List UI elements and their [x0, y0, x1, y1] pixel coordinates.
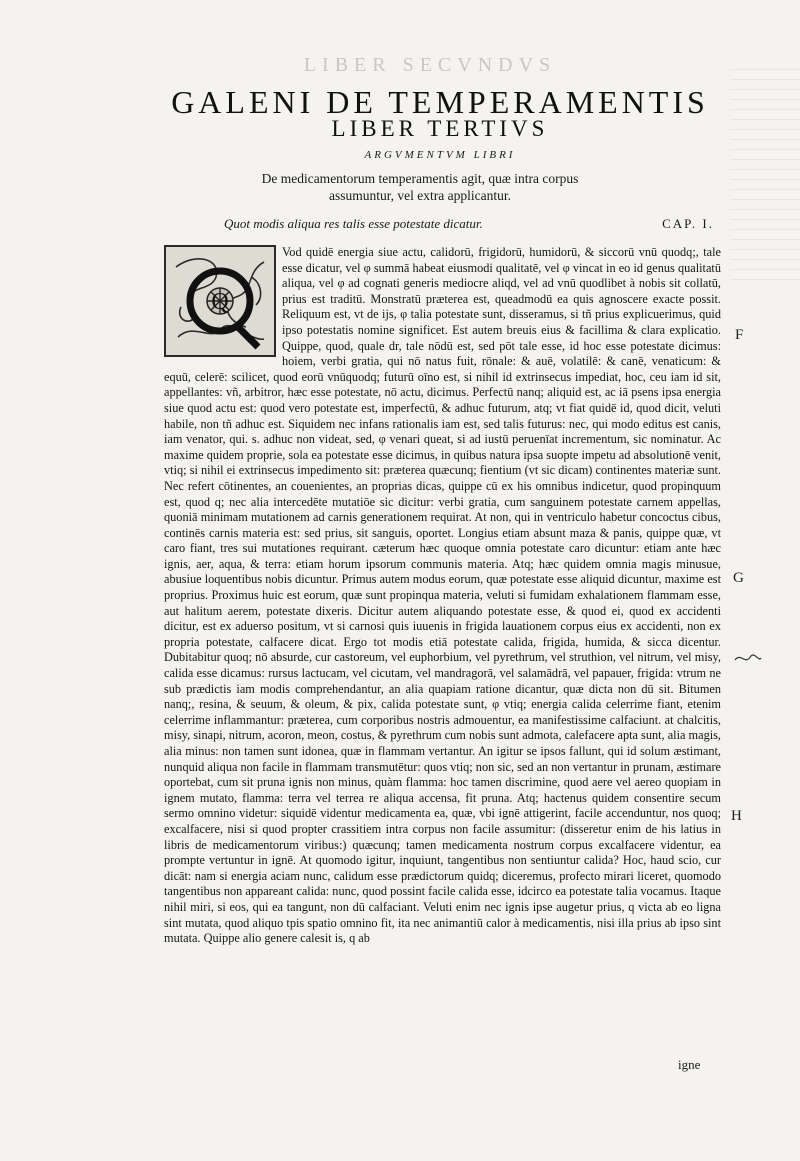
body-text: [164, 245, 721, 947]
dropcap-space: [164, 245, 282, 357]
catchword: igne: [678, 1057, 701, 1072]
margin-letter-f: F: [735, 327, 744, 343]
argument-text: De medicamentorum temperamentis agit, quæ intra corpus assumuntur, vel extra applicantur.: [261, 171, 579, 203]
bleed-through-margin: [730, 60, 800, 280]
bleed-through-text: LIBER SECVNDVS: [303, 54, 557, 76]
chapter-line: [224, 216, 714, 236]
book-subtitle: LIBER TERTIVS: [331, 116, 549, 141]
page-title: GALENI DE TEMPERAMENTIS: [171, 84, 709, 120]
margin-letter-g: G: [733, 570, 744, 586]
argument-heading: ARGVMENTVM LIBRI: [364, 149, 516, 161]
initial-letter: Q: [211, 289, 229, 315]
margin-letter-h: H: [731, 808, 742, 824]
handwritten-note-icon: [733, 650, 763, 668]
chapter-question: Quot modis aliqua res talis esse potestate dicatur.: [224, 216, 483, 231]
chapter-label: CAP. I.: [662, 216, 714, 231]
body-paragraph: Vod quidē energia siue actu, calidorū, frigidorū, humidorū, & siccorū vnū quodq;, tale esse dicatur, vel φ summā habeat eiusmodi qualitatē, vel φ vincat in eo id genus qualitatū aliqua, vel φ ad cognati generis mediocre aliqd, vel ad vnū quodlibet à nobis sit collatū, prius est traditū. Monstratū præterea est, queadmodū ea quis agnoscere exacte possit. Reliquum est, vt de ijs, φ talia potestate sunt, disseramus, si tñ prius explicuerimus, quid ipso potestatis nomine significet. Est autem breuis eius & facillima & clara explicatio. Quippe, quod, quale dr, tale nōdū est, sed pōt tale esse, id hoc esse potestate dicimus: hoiem, verbi gratia, qui nō natus fuit, rōnale: & auē, volatilē: & canē, venaticum: & equū, celerē: scilicet, quod eorū vnūquodq; futurū oīno est, si nihil id extrinsecus impediat, hoc, ceu iam id sit, appellantes: vñ, arbitror, hæc esse potestate, nō actu, dicimus. Perfectū nanq; aliquid est, ac iā psens ipsa energia siue quod actu est: quod vero potestate est, imperfectū, & adhuc futurum, atq; vt fiat quidē id, quod dicit, veluti habile, non tñ adhuc est. Siquidem nec infans rationalis iam est, sed talis futurus: nec, qui modo editus est canis, iam venator, qui. s. adhuc non videat, sed, φ venari queat, si ad iustū peruenīat incrementum, sic nominatur. Ac maxime quidem proprie, sola ea potestate esse dicimus, in quibus natura ipsa suopte impetu ad absolutionē venit, vtiq; si nihil ei extrinsecus impedimento sit: præterea quæcunq; fientium (vt sic dicam) continentes materiæ sunt. Nec refert cōtinentes, an couenientes, an proprias dicas, quippe cū ex his omnibus indicetur, quod propinquum est, quod q; nec alia intercedēte mutatiōe sic dicitur: verbi gratia, cum sanguinem potestate carnem appellas, quoniā minimam mutationem ad carnis generationem requirat. At non, qui in ventriculo habetur concoctus cibus, continēs carnis materia est: sed prius, sit sanguis, oportet. Longius etiam absunt maza & panis, quippe quæ, vt caro fiant, tres sui mutationes requirant. cæterum hæc quoque omnia potestate caro dicuntur: etiam ante hæc ignis, aer, aqua, & terra: etiam horum ipsorum communis materia. Atq; hæc quidem omnia magis minusue, abusiue loquentibus nobis dicuntur. Primus autem modus eorum, quæ potestate esse aliquid dicuntur, maxime est proprius. Proximus huic est eorum, quæ sunt propinqua materia, veluti si fumidam exhalationem flammam esse, aut halitum aerem, potestate dixeris. Dicitur autem aliquando potestate esse, & quod ei, quod ex accidenti dicitur, est ex aduerso positum, vt si carnosi quis iuuenis in frigida lauationem corpus eius ex accidenti, non ex propria potestate, calfacere dicat. Ergo tot modis etiā potestate calida, frigida, humida, & sicca dicentur. Dubitabitur quoq; nō absurde, cur castoreum, vel euphorbium, vel pyrethrum, vel struthion, vel nitrum, vel misy, calida esse dicamus: rursus lactucam, vel cicutam, vel mandragorā, vel salamādrā, vel papauer, frigida: vtrum ne sub prædictis iam modis comprehendantur, an alia quapiam ratione dicantur, quæ dicta non dū sit. Bitumen nanq;, resina, & seuum, & oleum, & pix, calida potestate sunt, φ vtiq; energia calida celerrime fiant, etenim celerrime inflammantur: præterea, cum corporibus nostris admouentur, ea manifestissime calfaciunt. at chalcitis, misy, sinapi, nitrum, acoron, meon, costus, & pyrethrum cum nobis sunt admota, calefacere apta sunt, alia magis, alia minus: non tamen sunt idonea, quæ in flammam vertantur. An igitur se ipsos fallunt, qui id solum æstimant, nunquid aliqua non facile in flammam transmutētur: quos vtiq; non sic, sed an non vertantur in prunam, æstimare oportebat, cum sit pruna ignis non minus, quàm flamma: hoc tamen discrimine, quod aere vel aereo quopiam in ignem mutato, flamma: terra vel terrea re aliqua accensa, fit pruna. Atq; hactenus quidem consentire secum sermo omnino videtur: siquidē videntur medicamenta ea, quæ, vbi ignē attigerint, facile accenduntur, nos quoq; excalfacere, nisi si quod propter crassitiem intra corpus non facile assumitur: (disseretur enim de his latius in libris de medicamentorum viribus:) quæcunq; tamen medicamenta nostrum corpus excalfacere videntur, ea prompte vertuntur in ignē. At quomodo igitur, inquiunt, tangentibus non sentiuntur calida? Hoc, haud scio, cur dicāt: nam si energia aciam nunc, calidum esse prædictorum quidq; diceremus, profecto mirari liceret, quomodo tangentibus non appareant calida: nunc, quod possint facile calida esse, idcirco ea potestate talia vocamus. Itaque nihil miri, si eos, qui ea tangunt, non dū calfaciant. Veluti enim nec ignis ipse augetur prius, q victa ab eo ligna sint mutata, quod aliquo tpis spatio omnino fit, ita nec animantiū calor à medicamentis, nisi illa prius ab ipso sint mutata. Quippe alio genere calesit is, q ab: [164, 245, 721, 946]
